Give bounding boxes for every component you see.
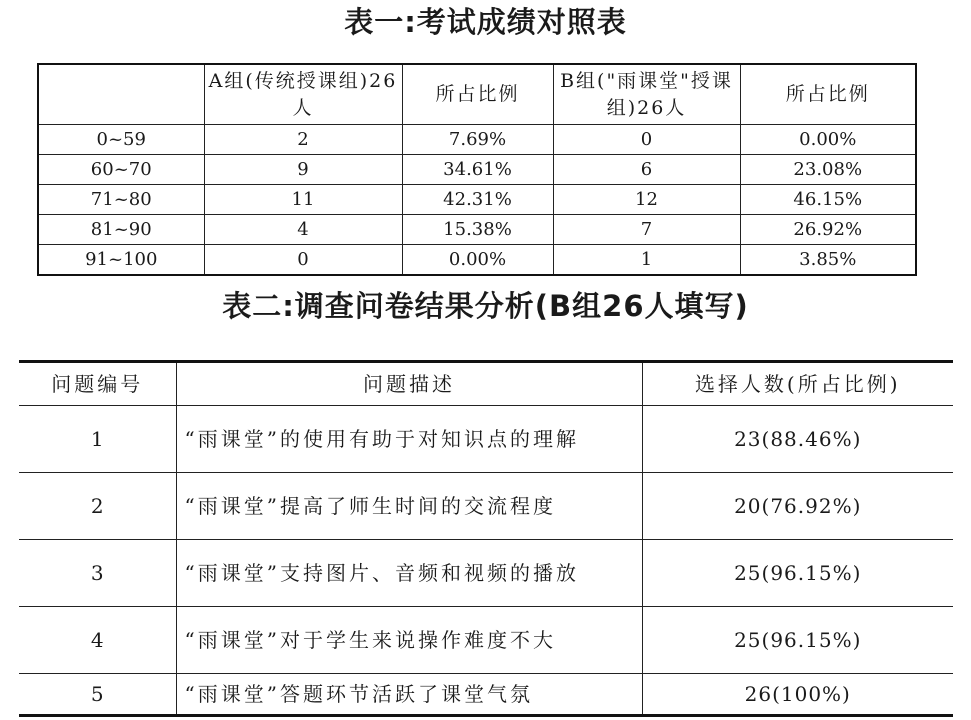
table1-header-cell: 所占比例 [402,64,553,125]
question-number-cell: 4 [19,607,176,674]
table1-row [38,215,916,245]
question-description-cell: “雨课堂”的使用有助于对知识点的理解 [176,406,642,473]
table1-cell: 6 [553,155,740,185]
table1-cell: 9 [204,155,402,185]
score-range-cell: 81~90 [38,215,204,245]
score-comparison-table [37,63,917,276]
table1-cell: 23.08% [740,155,916,185]
table2-row [19,674,953,716]
table1-row [38,125,916,155]
survey-results-table [19,360,953,717]
score-range-cell: 60~70 [38,155,204,185]
table1-row [38,155,916,185]
table1-row [38,245,916,276]
score-range-cell: 71~80 [38,185,204,215]
table1-cell: 1 [553,245,740,276]
score-range-cell: 0~59 [38,125,204,155]
table1-cell: 2 [204,125,402,155]
question-description-cell: “雨课堂”提高了师生时间的交流程度 [176,473,642,540]
table1-cell: 4 [204,215,402,245]
table1-cell: 46.15% [740,185,916,215]
selection-count-cell: 25(96.15%) [642,607,953,674]
table1-cell: 0.00% [740,125,916,155]
selection-count-cell: 20(76.92%) [642,473,953,540]
table2-title: 表二:调查问卷结果分析(B组26人填写) [222,289,749,323]
question-description-cell: “雨课堂”支持图片、音频和视频的播放 [176,540,642,607]
selection-count-cell: 25(96.15%) [642,540,953,607]
table1-header-row [38,64,916,125]
table1-cell: 15.38% [402,215,553,245]
table1-row [38,185,916,215]
question-description-cell: “雨课堂”对于学生来说操作难度不大 [176,607,642,674]
table1-cell: 0 [204,245,402,276]
table1-cell: 26.92% [740,215,916,245]
table2-header-row [19,362,953,406]
table1-cell: 0 [553,125,740,155]
table1-header-cell: A组(传统授课组)26人 [204,64,402,125]
table1-cell: 42.31% [402,185,553,215]
table1-header-cell: 所占比例 [740,64,916,125]
table2-row [19,473,953,540]
table1-cell: 7 [553,215,740,245]
table1-title: 表一:考试成绩对照表 [344,5,627,39]
question-number-cell: 3 [19,540,176,607]
question-number-cell: 5 [19,674,176,716]
score-range-cell: 91~100 [38,245,204,276]
table2-header-cell: 选择人数(所占比例) [642,362,953,406]
table1-header-cell: B组("雨课堂"授课组)26人 [553,64,740,125]
table2-row [19,607,953,674]
table1-cell: 7.69% [402,125,553,155]
table1-header-cell [38,64,204,125]
table1-cell: 34.61% [402,155,553,185]
table1-cell: 0.00% [402,245,553,276]
selection-count-cell: 26(100%) [642,674,953,716]
table2-header-cell: 问题编号 [19,362,176,406]
table2-header-cell: 问题描述 [176,362,642,406]
question-number-cell: 1 [19,406,176,473]
table1-cell: 12 [553,185,740,215]
table1-cell: 3.85% [740,245,916,276]
question-description-cell: “雨课堂”答题环节活跃了课堂气氛 [176,674,642,716]
table1-cell: 11 [204,185,402,215]
question-number-cell: 2 [19,473,176,540]
selection-count-cell: 23(88.46%) [642,406,953,473]
table2-row [19,540,953,607]
table2-row [19,406,953,473]
